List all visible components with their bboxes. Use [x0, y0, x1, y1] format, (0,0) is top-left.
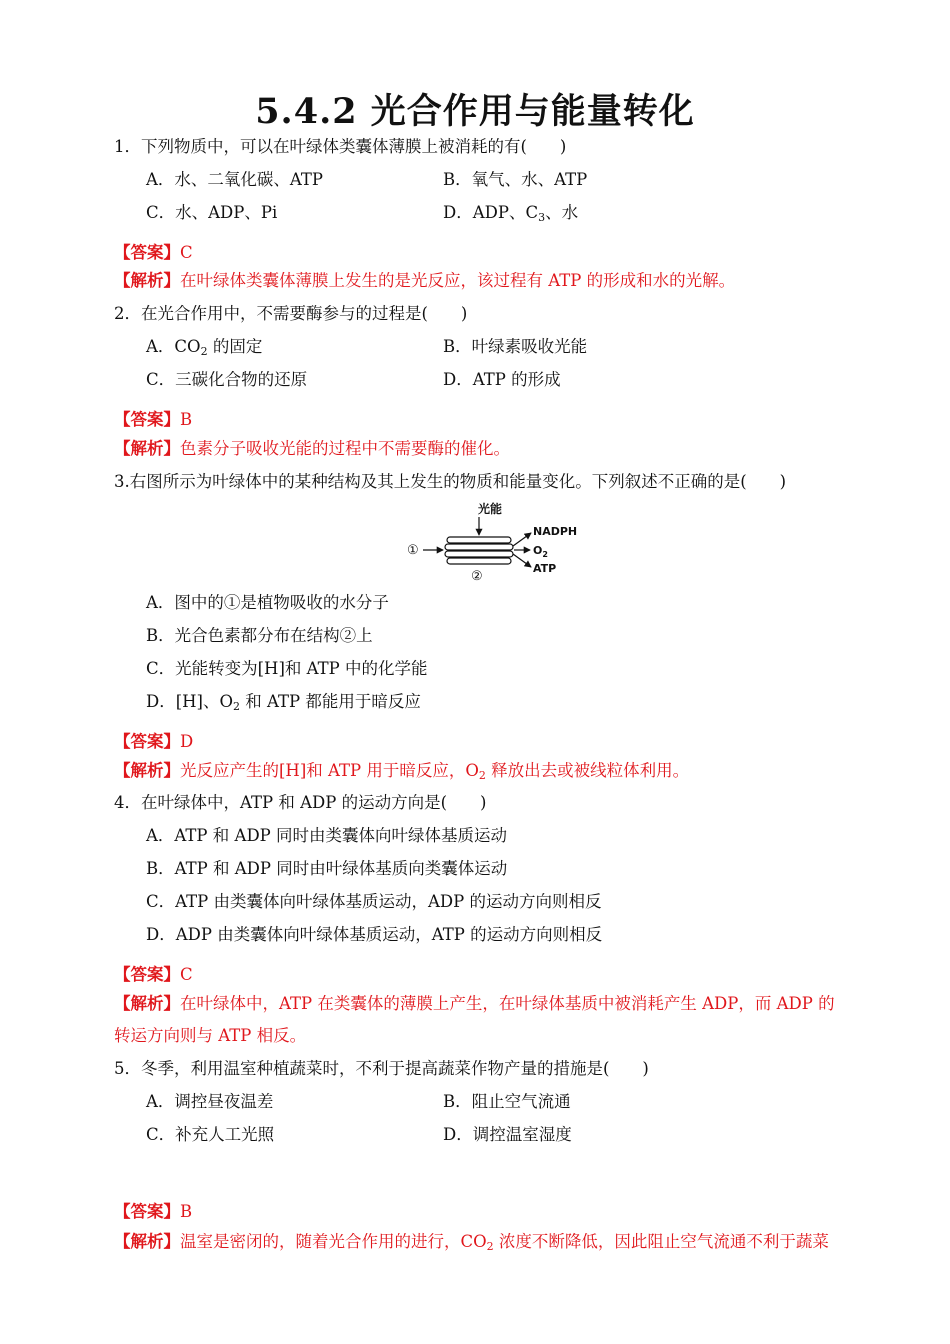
question-1-option-c: C．水、ADP、Pi [146, 203, 278, 222]
question-3-analysis: 【解析】光反应产生的[H]和 ATP 用于暗反应，$O_2$ 释放出去或被线粒体利用。 [114, 761, 690, 782]
question-5-answer: 【答案】B [114, 1202, 193, 1221]
question-5-option-c: C．补充人工光照 [146, 1125, 275, 1144]
question-1-option-d: D．ADP、$C_3$、水 [443, 203, 579, 224]
question-1-analysis: 【解析】在叶绿体类囊体薄膜上发生的是光反应，该过程有 ATP 的形成和水的光解。 [114, 271, 736, 290]
question-2-option-c: C．三碳化合物的还原 [146, 370, 308, 389]
question-4-stem: 4．在叶绿体中，ATP 和 ADP 的运动方向是( ) [114, 793, 487, 812]
question-4-answer: 【答案】C [114, 965, 193, 984]
question-3-stem: 3.右图所示为叶绿体中的某种结构及其上发生的物质和能量变化。下列叙述不正确的是( ) [114, 472, 787, 491]
page-title: 5.4.2 光合作用与能量转化 [255, 91, 695, 132]
nadph-arrow [513, 533, 531, 546]
question-4-analysis-cont: 转运方向则与 ATP 相反。 [114, 1026, 307, 1045]
question-5-option-b: B．阻止空气流通 [443, 1092, 571, 1111]
question-3-answer: 【答案】D [114, 732, 194, 751]
question-1-option-b: B．氧气、水、ATP [443, 170, 588, 189]
question-2-answer: 【答案】B [114, 410, 193, 429]
diagram-o2-label: $O_2$ [533, 544, 548, 559]
question-4-option-c: C．ATP 由类囊体向叶绿体基质运动，ADP 的运动方向则相反 [146, 892, 602, 911]
question-2-stem: 2．在光合作用中，不需要酶参与的过程是( ) [114, 304, 468, 323]
question-2-option-a: A．$CO_2$ 的固定 [146, 337, 263, 358]
question-1-stem: 1．下列物质中，可以在叶绿体类囊体薄膜上被消耗的有( ) [114, 137, 567, 156]
question-1-option-a: A．水、二氧化碳、ATP [146, 170, 324, 189]
thylakoid-stack [445, 537, 513, 564]
question-5-option-d: D．调控温室湿度 [443, 1125, 572, 1144]
diagram-mark-2: ② [471, 569, 483, 584]
question-3-option-b: B．光合色素都分布在结构②上 [146, 626, 373, 645]
question-5-analysis: 【解析】温室是密闭的，随着光合作用的进行，$CO_2$ 浓度不断降低，因此阻止空气流通不利于蔬菜 [114, 1232, 829, 1253]
question-2-analysis: 【解析】色素分子吸收光能的过程中不需要酶的催化。 [114, 439, 510, 458]
question-4-option-d: D．ADP 由类囊体向叶绿体基质运动，ATP 的运动方向则相反 [146, 925, 603, 944]
diagram-atp-label: ATP [533, 562, 557, 575]
diagram-mark-1: ① [407, 543, 419, 558]
question-1-answer: 【答案】C [114, 243, 193, 262]
question-3-option-a: A．图中的①是植物吸收的水分子 [146, 593, 389, 612]
question-2-option-b: B．叶绿素吸收光能 [443, 337, 588, 356]
diagram-nadph-label: NADPH [533, 525, 578, 538]
question-5-stem: 5．冬季，利用温室种植蔬菜时，不利于提高蔬菜作物产量的措施是( ) [114, 1059, 649, 1078]
thylakoid-diagram [405, 500, 585, 584]
question-3-option-c: C．光能转变为[H]和 ATP 中的化学能 [146, 659, 428, 678]
atp-arrow [513, 554, 531, 567]
question-4-analysis: 【解析】在叶绿体中，ATP 在类囊体的薄膜上产生，在叶绿体基质中被消耗产生 ADP，而 ADP 的 [114, 994, 835, 1013]
question-4-option-b: B．ATP 和 ADP 同时由叶绿体基质向类囊体运动 [146, 859, 508, 878]
question-5-option-a: A．调控昼夜温差 [146, 1092, 274, 1111]
question-4-option-a: A．ATP 和 ADP 同时由类囊体向叶绿体基质运动 [146, 826, 508, 845]
question-2-option-d: D．ATP 的形成 [443, 370, 561, 389]
question-3-option-d: D．[H]、$O_2$ 和 ATP 都能用于暗反应 [146, 692, 421, 713]
diagram-light-label: 光能 [478, 502, 503, 516]
